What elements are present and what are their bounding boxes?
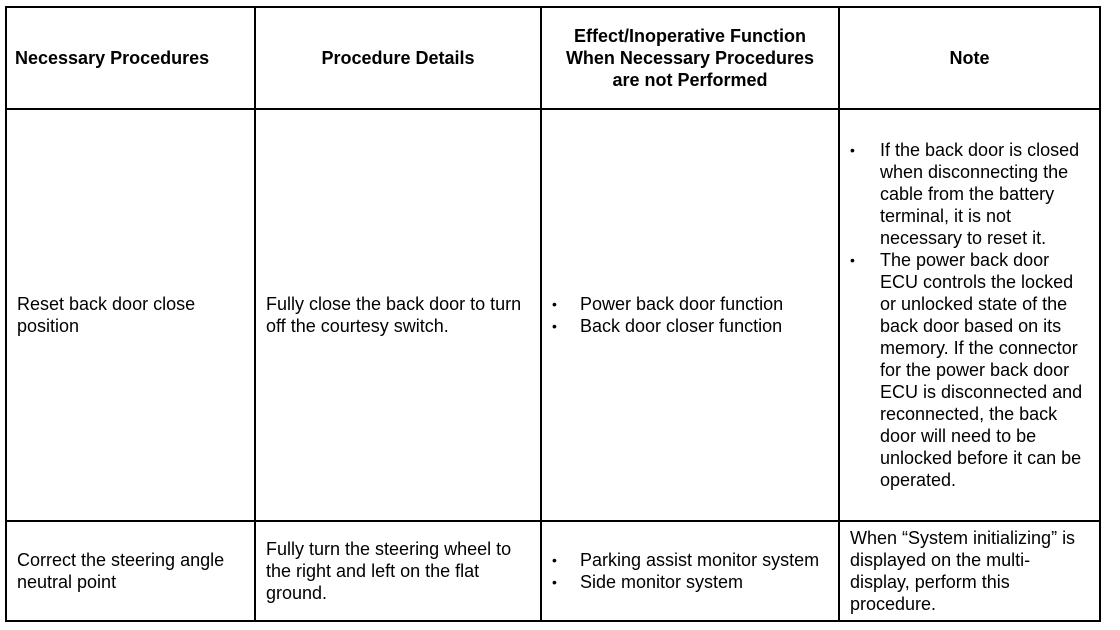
table-header-row <box>6 7 1100 109</box>
list-item <box>552 549 828 571</box>
header-effect-inoperative-function: Effect/Inoperative Function When Necessary Procedures are not Performed <box>541 7 839 109</box>
table-row <box>6 521 1100 621</box>
effects-cell <box>541 109 839 521</box>
list-item <box>850 139 1089 249</box>
bullet: • <box>552 552 557 568</box>
details-cell: Fully close the back door to turn off the courtesy switch. <box>255 109 541 521</box>
header-necessary-procedures: Necessary Procedures <box>6 7 255 109</box>
effect-text: Back door closer function <box>580 316 783 336</box>
effects-list <box>552 293 828 337</box>
bullet: • <box>850 142 855 158</box>
effect-text: Parking assist monitor system <box>580 550 820 570</box>
note-text: If the back door is closed when disconnecting the cable from the battery terminal, it is not necessary to reset it. <box>880 140 1080 248</box>
list-item <box>850 249 1089 491</box>
header-procedure-details: Procedure Details <box>255 7 541 109</box>
procedure-cell: Correct the steering angle neutral point <box>6 521 255 621</box>
table-row <box>6 109 1100 521</box>
list-item <box>552 293 828 315</box>
bullet: • <box>552 574 557 590</box>
header-note: Note <box>839 7 1100 109</box>
list-item <box>552 315 828 337</box>
note-cell: When “System initializing” is displayed on the multi-display, perform this procedure. <box>839 521 1100 621</box>
procedures-table <box>5 6 1101 622</box>
procedure-cell: Reset back door close position <box>6 109 255 521</box>
note-text: The power back door ECU controls the locked or unlocked state of the back door based on its memory. If the connector for the power back door ECU is disconnected and reconnected, the back door will need to be unlocked before it can be operated. <box>880 250 1083 490</box>
bullet: • <box>552 296 557 312</box>
list-item <box>552 571 828 593</box>
bullet: • <box>850 252 855 268</box>
note-cell <box>839 109 1100 521</box>
details-cell: Fully turn the steering wheel to the right and left on the flat ground. <box>255 521 541 621</box>
effects-list <box>552 549 828 593</box>
bullet: • <box>552 318 557 334</box>
note-list <box>850 139 1089 491</box>
effect-text: Side monitor system <box>580 572 744 592</box>
effects-cell <box>541 521 839 621</box>
effect-text: Power back door function <box>580 294 784 314</box>
